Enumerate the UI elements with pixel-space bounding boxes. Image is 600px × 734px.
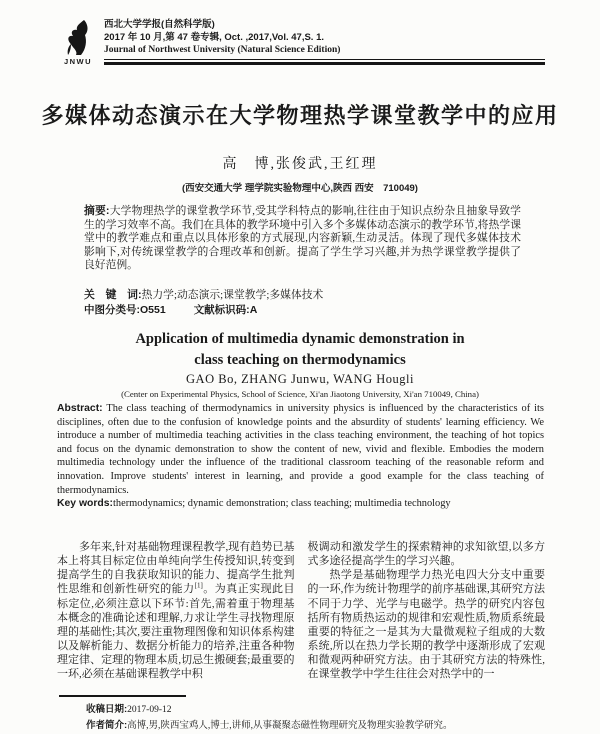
journal-logo bbox=[57, 20, 99, 66]
body-paragraph-1 bbox=[57, 540, 295, 682]
abstract-en-paragraph bbox=[57, 402, 544, 497]
authors-cn: 高 博,张俊武,王红理 bbox=[222, 157, 378, 172]
keywords-cn-text: 热力学;动态演示;课堂教学;多媒体技术 bbox=[141, 289, 324, 301]
footnote-received-value: 2017-09-12 bbox=[127, 705, 172, 715]
body-columns bbox=[57, 540, 545, 686]
jnwu-brush-mark-icon bbox=[57, 20, 99, 56]
keywords-en bbox=[57, 497, 544, 511]
article-title-cn: 多媒体动态演示在大学物理热学课堂教学中的应用 bbox=[41, 103, 559, 128]
affiliation-cn: (西安交通大学 理学院实验物理中心,陕西 西安 710049) bbox=[182, 183, 418, 194]
journal-name-en: Journal of Northwest University (Natural Science Edition) bbox=[104, 44, 545, 60]
doc-code-label: 文献标识码: bbox=[193, 304, 250, 316]
doc-code-value: A bbox=[249, 304, 258, 316]
abstract-en bbox=[57, 402, 544, 511]
article-title-en-line1: Application of multimedia dynamic demonstration in bbox=[135, 331, 465, 347]
header-rule bbox=[104, 62, 545, 65]
body-paragraph-2: 热学是基础物理学力热光电四大分支中重要的一环,作为统计物理学的前序基础课,其研究方法不同于力学、光学与电磁学。热学的研究内容包括所有物质热运动的规律和宏观性质,物质系统最重要的特征之一是其为大量微观粒子组成的大数系统,所以在热力学长期的教学中逐渐形成了宏观和微观两种研究方法。由于其研究方法的特殊性,在课堂教学中学生往往会对热学中的一 bbox=[307, 569, 545, 681]
article-title-en bbox=[0, 329, 600, 371]
body-column-right bbox=[308, 540, 546, 686]
abstract-en-text: The class teaching of thermodynamics in university physics is influenced by the characteristics of its disciplines, often due to the confusion of knowledge points and the absurdity of students' learning efficiency. We introduce a number of multimedia teaching activities in the class teaching environment, the teaching of hot topics and focus on the dynamic demonstration to show the content of new, vivid and flexible. Embodies the modern multimedia technology under the influence of the traditional classroom teaching of the reasonable reform and innovation. Improve students' interest in learning, and provide a good example for the class teaching of thermodynamics. bbox=[57, 403, 544, 496]
abstract-cn-label: 摘要: bbox=[84, 205, 110, 217]
journal-name-cn: 西北大学学报(自然科学版) bbox=[104, 19, 215, 30]
body-p1-text: 多年来,针对基础物理课程教学,现有趋势已基本上将其目标定位由单纯向学生传授知识,转变到提高学生的自我获取知识的能力、提高学生批判性思维和创新性研究的能力 bbox=[57, 541, 295, 596]
footnote-divider bbox=[59, 695, 186, 697]
keywords-cn-label: 关 键 词: bbox=[84, 289, 142, 301]
authors-en: GAO Bo, ZHANG Junwu, WANG Hougli bbox=[186, 372, 414, 386]
footnote-bio-label: 作者简介: bbox=[86, 720, 128, 731]
footnote-received bbox=[86, 702, 536, 718]
keywords-cn bbox=[84, 287, 521, 302]
footnote bbox=[86, 702, 536, 734]
keywords-en-label: Key words: bbox=[57, 498, 114, 510]
footnote-bio-text: 高博,男,陕西宝鸡人,博士,讲师,从事凝聚态磁性物理研究及物理实验教学研究。 bbox=[127, 721, 453, 731]
abstract-cn bbox=[84, 205, 521, 273]
footnote-received-label: 收稿日期: bbox=[86, 704, 128, 715]
abstract-en-label: Abstract: bbox=[57, 403, 103, 414]
keywords-en-text: thermodynamics; dynamic demonstration; class teaching; multimedia technology bbox=[113, 498, 451, 510]
reference-marker: [1] bbox=[194, 581, 203, 590]
affiliation-en: (Center on Experimental Physics, School of Science, Xi'an Jiaotong University, Xi'an 710049, China) bbox=[121, 389, 479, 399]
clc-line bbox=[84, 302, 521, 317]
logo-text: JNWU bbox=[63, 57, 93, 66]
journal-issue-line: 2017 年 10 月,第 47 卷专辑, Oct. ,2017,Vol. 47,S. 1. bbox=[104, 32, 325, 43]
journal-header bbox=[104, 19, 545, 65]
body-paragraph-1-continued: 极调动和激发学生的探索精神的求知欲望,以多方式多途径提高学生的学习兴趣。 bbox=[307, 541, 545, 568]
article-title-en-line2: class teaching on thermodynamics bbox=[194, 352, 406, 368]
body-column-left bbox=[57, 540, 295, 686]
clc-label: 中图分类号: bbox=[84, 304, 140, 316]
footnote-bio bbox=[86, 718, 536, 734]
body-p1-text-cont: 。为真正实现此目标定位,必须注意以下环节:首先,需着重于物理基本概念的准确论述和理解,力求让学生寻找物理原理的基础性;其次,要注重物理图像和知识体系构建以及解析能力、数据分析能力的培养,注重各种物理定律、定理的物理本质,切忌生搬硬套;最重要的一环,必须在基础课程教学中积 bbox=[57, 583, 295, 681]
abstract-cn-text: 大学物理热学的课堂教学环节,受其学科特点的影响,往往由于知识点纷杂且抽象导致学生的学习效率不高。我们在具体的教学环境中引入多个多媒体动态演示的教学环节,将热学课堂中的教学难点和重点以具体形象的方式展现,内容新颖,生动灵活。体现了现代多媒体技术影响下,对传统课堂教学的合理改革和创新。提高了学生学习兴趣,并为热学课堂教学提供了良好范例。 bbox=[84, 205, 521, 272]
clc-value: O551 bbox=[140, 304, 166, 316]
